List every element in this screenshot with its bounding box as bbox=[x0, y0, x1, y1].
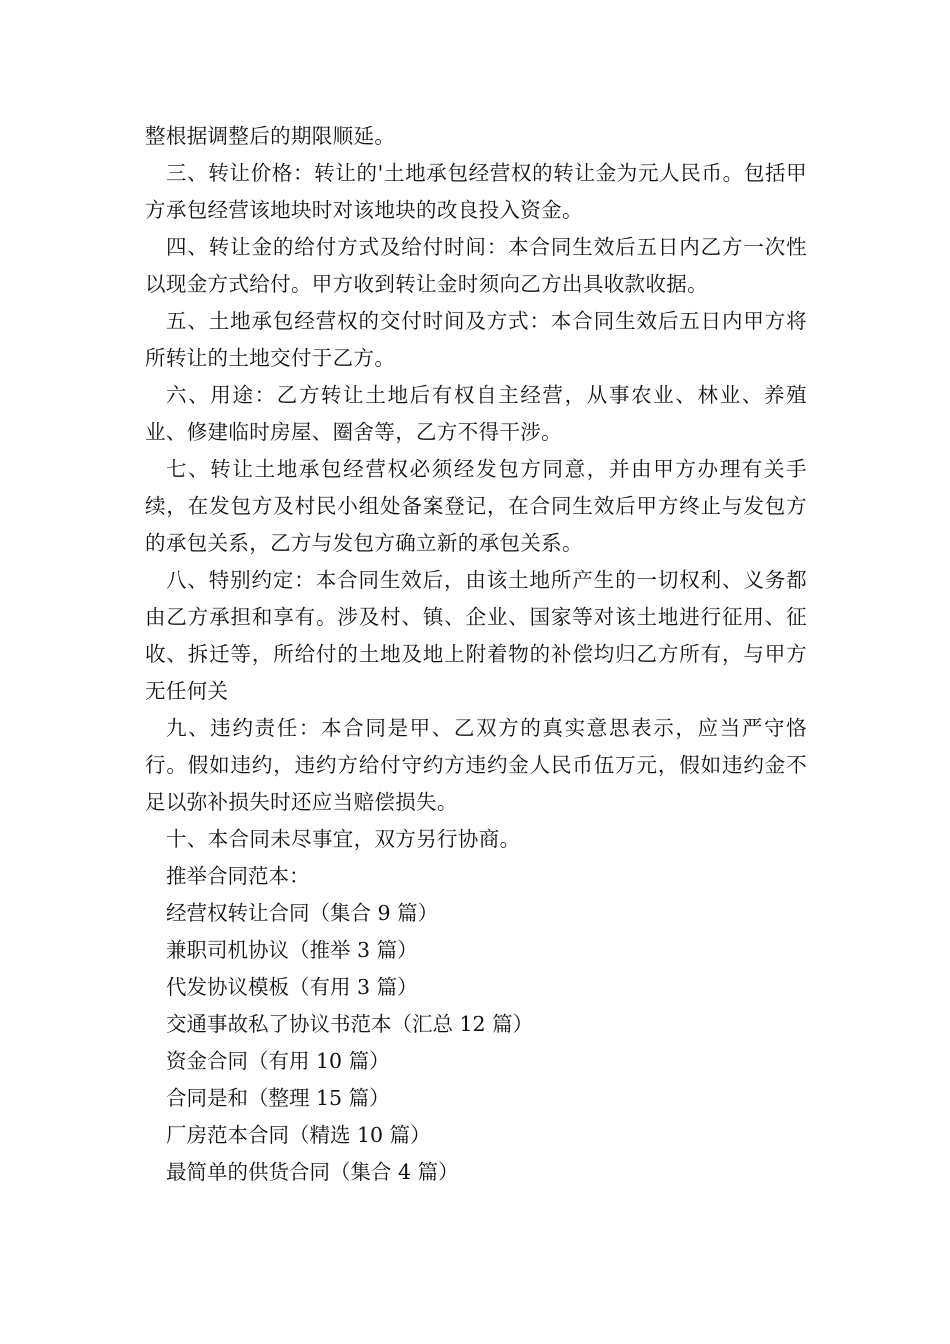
paragraph-clause-4: 四、转让金的给付方式及给付时间：本合同生效后五日内乙方一次性以现金方式给付。甲方收到转让金时须向乙方出具收款收据。 bbox=[145, 235, 807, 296]
paragraph-clause-3: 三、转让价格：转让的'土地承包经营权的转让金为元人民币。包括甲方承包经营该地块时对该地块的改良投入资金。 bbox=[145, 161, 807, 222]
recommend-link[interactable]: 厂房范本合同（精选 10 篇） bbox=[166, 1123, 431, 1147]
paragraph-clause-5: 五、土地承包经营权的交付时间及方式：本合同生效后五日内甲方将所转让的土地交付于乙方。 bbox=[145, 309, 807, 370]
paragraph-clause-10: 十、本合同未尽事宜，双方另行协商。 bbox=[166, 827, 521, 851]
paragraph-clause-6: 六、用途：乙方转让土地后有权自主经营，从事农业、林业、养殖业、修建临时房屋、圈舍等，乙方不得干涉。 bbox=[145, 383, 807, 444]
recommend-link[interactable]: 兼职司机协议（推举 3 篇） bbox=[166, 938, 418, 962]
recommend-link[interactable]: 交通事故私了协议书范本（汇总 12 篇） bbox=[166, 1012, 534, 1036]
paragraph-continuation: 整根据调整后的期限顺延。 bbox=[145, 124, 396, 148]
recommend-link[interactable]: 合同是和（整理 15 篇） bbox=[166, 1086, 390, 1110]
document-page bbox=[145, 118, 807, 1191]
recommend-link[interactable]: 经营权转让合同（集合 9 篇） bbox=[166, 901, 439, 925]
recommend-link[interactable]: 资金合同（有用 10 篇） bbox=[166, 1049, 390, 1073]
recommend-link[interactable]: 最简单的供货合同（集合 4 篇） bbox=[166, 1160, 459, 1184]
paragraph-clause-8: 八、特别约定：本合同生效后，由该土地所产生的一切权利、义务都由乙方承担和享有。涉及村、镇、企业、国家等对该土地进行征用、征收、拆迁等，所给付的土地及地上附着物的补偿均归乙方所有，与甲方无任何关 bbox=[145, 568, 807, 703]
recommend-heading: 推举合同范本： bbox=[166, 864, 310, 888]
recommended-templates bbox=[145, 858, 807, 1191]
paragraph-clause-7: 七、转让土地承包经营权必须经发包方同意，并由甲方办理有关手续，在发包方及村民小组处备案登记，在合同生效后甲方终止与发包方的承包关系，乙方与发包方确立新的承包关系。 bbox=[145, 457, 807, 555]
paragraph-clause-9: 九、违约责任：本合同是甲、乙双方的真实意思表示，应当严守恪行。假如违约，违约方给付守约方违约金人民币伍万元，假如违约金不足以弥补损失时还应当赔偿损失。 bbox=[145, 716, 807, 814]
recommend-link[interactable]: 代发协议模板（有用 3 篇） bbox=[166, 975, 418, 999]
